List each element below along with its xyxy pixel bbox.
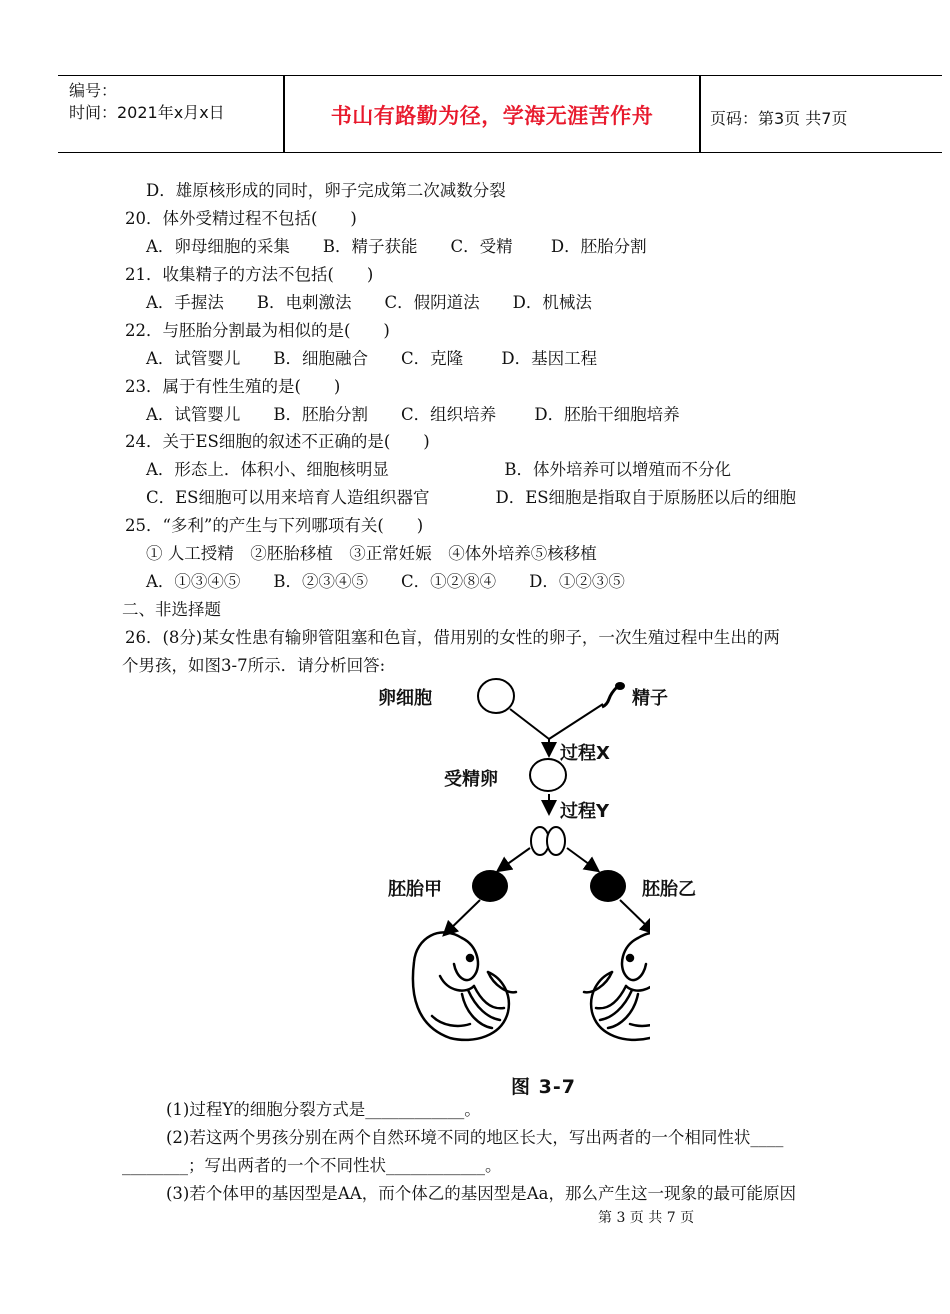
question-21: 21．收集精子的方法不包括( ) xyxy=(125,265,374,284)
question-20: 20．体外受精过程不包括( ) xyxy=(125,209,357,228)
sperm-shape xyxy=(602,687,617,707)
process-x-label: 过程X xyxy=(560,743,610,764)
header-motto: 书山有路勤为径，学海无涯苦作舟 xyxy=(330,104,654,128)
option-line: A．卵母细胞的采集 B．精子获能 C．受精 D．胚胎分割 xyxy=(146,237,647,256)
option-line: D．雄原核形成的同时，卵子完成第二次减数分裂 xyxy=(146,181,506,200)
zygote-label: 受精卵 xyxy=(444,769,498,790)
question-23: 23．属于有性生殖的是( ) xyxy=(125,377,341,396)
fetus-a-drawing xyxy=(413,932,516,1039)
question-24: 24．关于ES细胞的叙述不正确的是( ) xyxy=(125,432,430,451)
question-22: 22．与胚胎分割最为相似的是( ) xyxy=(125,321,390,340)
section-heading: 二、非选择题 xyxy=(122,600,221,619)
sub-question-2-cont: ________；写出两者的一个不同性状____________。 xyxy=(122,1156,502,1175)
option-line: A．①③④⑤ B．②③④⑤ C．①②⑧④ D．①②③⑤ xyxy=(146,572,625,591)
question-26: 26．(8分)某女性患有输卵管阻塞和色盲，借用别的女性的卵子，一次生殖过程中生出的两 xyxy=(125,628,780,647)
embryo-splitting-diagram xyxy=(370,676,696,1106)
sperm-label: 精子 xyxy=(632,688,668,709)
egg-label: 卵细胞 xyxy=(378,688,432,709)
embryo-b-shape xyxy=(590,870,626,902)
sub-question-3: (3)若个体甲的基因型是AA，而个体乙的基因型是Aa，那么产生这一现象的最可能原因 xyxy=(166,1184,796,1203)
embryo-a-shape xyxy=(472,870,508,902)
option-line: A．试管婴儿 B．细胞融合 C．克隆 D．基因工程 xyxy=(146,349,598,368)
option-line: A．试管婴儿 B．胚胎分割 C．组织培养 D．胚胎干细胞培养 xyxy=(146,405,680,424)
embryo-a-label: 胚胎甲 xyxy=(388,879,442,900)
sub-question-2: (2)若这两个男孩分别在两个自然环境不同的地区长大，写出两者的一个相同性状____ xyxy=(166,1128,784,1147)
fetus-b-drawing xyxy=(584,932,650,1039)
header-divider xyxy=(699,76,701,152)
option-line: C．ES细胞可以用来培育人造组织器官 D．ES细胞是指取自于原肠胚以后的细胞 xyxy=(146,488,797,507)
two-cell-right xyxy=(547,827,565,855)
page-footer: 第 3 页 共 7 页 xyxy=(598,1210,695,1226)
page-header xyxy=(58,75,942,153)
question-26-cont: 个男孩，如图3-7所示．请分析回答: xyxy=(122,656,386,675)
header-meta xyxy=(69,80,225,124)
question-25: 25．“多利”的产生与下列哪项有关( ) xyxy=(125,516,424,535)
embryo-b-label: 胚胎乙 xyxy=(642,879,696,900)
egg-cell-shape xyxy=(478,679,514,713)
header-page-info: 页码：第3页 共7页 xyxy=(710,109,848,128)
sub-question-1: (1)过程Y的细胞分裂方式是____________。 xyxy=(166,1100,481,1119)
figure-caption: 图 3-7 xyxy=(511,1076,576,1098)
process-y-label: 过程Y xyxy=(560,801,610,822)
option-line: ① 人工授精 ②胚胎移植 ③正常妊娠 ④体外培养⑤核移植 xyxy=(146,544,597,563)
serial-label: 编号： xyxy=(69,81,118,100)
option-line: A．形态上．体积小、细胞核明显 B．体外培养可以增殖而不分化 xyxy=(146,460,732,479)
time-label: 时间：2021年x月x日 xyxy=(69,103,225,122)
option-line: A．手握法 B．电刺激法 C．假阴道法 D．机械法 xyxy=(146,293,592,312)
